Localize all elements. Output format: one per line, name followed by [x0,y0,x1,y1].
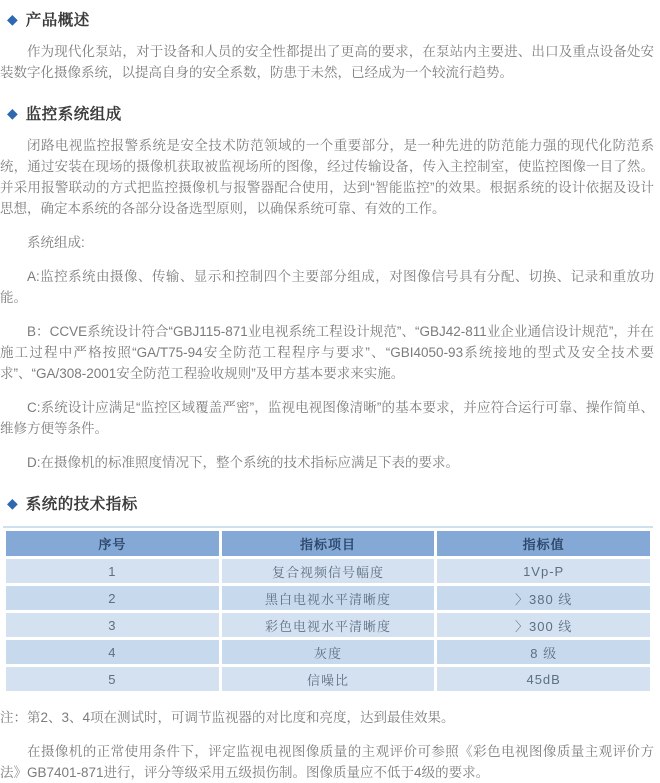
diamond-icon: ◆ [7,11,18,27]
section-heading-specs [0,492,656,514]
diamond-icon: ◆ [7,495,18,511]
specs-closing-paragraph: 在摄像机的正常使用条件下，评定监视电视图像质量的主观评价可参照《彩色电视图像质量主观评价方法》GB7401-871进行，评分等级采用五级损伤制。图像质量应不低于4级的要求。 [0,744,654,780]
diamond-icon: ◆ [7,105,18,121]
composition-paragraph-label: 系统组成: [27,235,85,250]
cell-index: 5 [6,667,219,691]
composition-paragraph-a: A:监控系统由摄像、传输、显示和控制四个主要部分组成，对图像信号具有分配、切换、记录和重放功能。 [0,269,654,305]
cell-index: 3 [6,613,219,637]
table-row [6,586,650,610]
overview-paragraph: 作为现代化泵站，对于设备和人员的安全性都提出了更高的要求，在泵站内主要进、出口及重点设备处安装数字化摄像系统，以提高自身的安全系数，防患于未然，已经成为一个较流行趋势。 [0,44,654,80]
cell-item: 灰度 [222,640,435,664]
section-heading-composition [0,102,656,124]
composition-paragraph-d: D:在摄像机的标准照度情况下，整个系统的技术指标应满足下表的要求。 [27,455,459,470]
composition-paragraph-b: B：CCVE系统设计符合“GBJ115-871业电视系统工程设计规范”、“GBJ42-811业企业通信设计规范”，并在施工过程中严格按照“GA/T75-94安全防范工程程序与要求”、“GBI4050-93系统接地的型式及安全技术要求”、“GA/308-2001安全防范工程验收规则”及甲方基本要求来实施。 [0,324,654,381]
section-title-overview: 产品概述 [25,12,90,29]
cell-index: 2 [6,586,219,610]
table-row [6,667,650,691]
table-note: 注：第2、3、4项在测试时，可调节监视器的对比度和亮度，达到最佳效果。 [0,710,455,725]
cell-value: 〉380 线 [437,586,650,610]
composition-paragraph-intro: 闭路电视监控报警系统是安全技术防范领域的一个重要部分，是一种先进的防范能力强的现代化防范系统，通过安装在现场的摄像机获取被监视场所的图像，经过传输设备，传入主控制室，使监控图像一目了然。并采用报警联动的方式把监控摄像机与报警器配合使用，达到“智能监控”的效果。根据系统的设计依据及设计思想，确定本系统的各部分设备选型原则，以确保系统可靠、有效的工作。 [0,138,654,216]
cell-item: 彩色电视水平清晰度 [222,613,435,637]
composition-paragraph-c: C:系统设计应满足“监控区域覆盖严密”，监视电视图像清晰”的基本要求，并应符合运行可靠、操作简单、维修方便等条件。 [0,400,654,436]
cell-index: 1 [6,559,219,583]
cell-value: 45dB [437,667,650,691]
table-row [6,613,650,637]
specs-table-header-row [6,531,650,556]
cell-value: 1Vp-P [437,559,650,583]
table-row [6,559,650,583]
table-row [6,640,650,664]
column-header-item: 指标项目 [222,531,435,556]
column-header-index: 序号 [6,531,219,556]
cell-item: 黑白电视水平清晰度 [222,586,435,610]
column-header-value: 指标值 [437,531,650,556]
section-title-specs: 系统的技术指标 [25,496,138,513]
cell-value: 8 级 [437,640,650,664]
cell-item: 信噪比 [222,667,435,691]
section-title-composition: 监控系统组成 [25,106,122,123]
specs-table [3,526,653,694]
cell-item: 复合视频信号幅度 [222,559,435,583]
cell-index: 4 [6,640,219,664]
section-heading-overview [0,8,656,30]
cell-value: 〉300 线 [437,613,650,637]
